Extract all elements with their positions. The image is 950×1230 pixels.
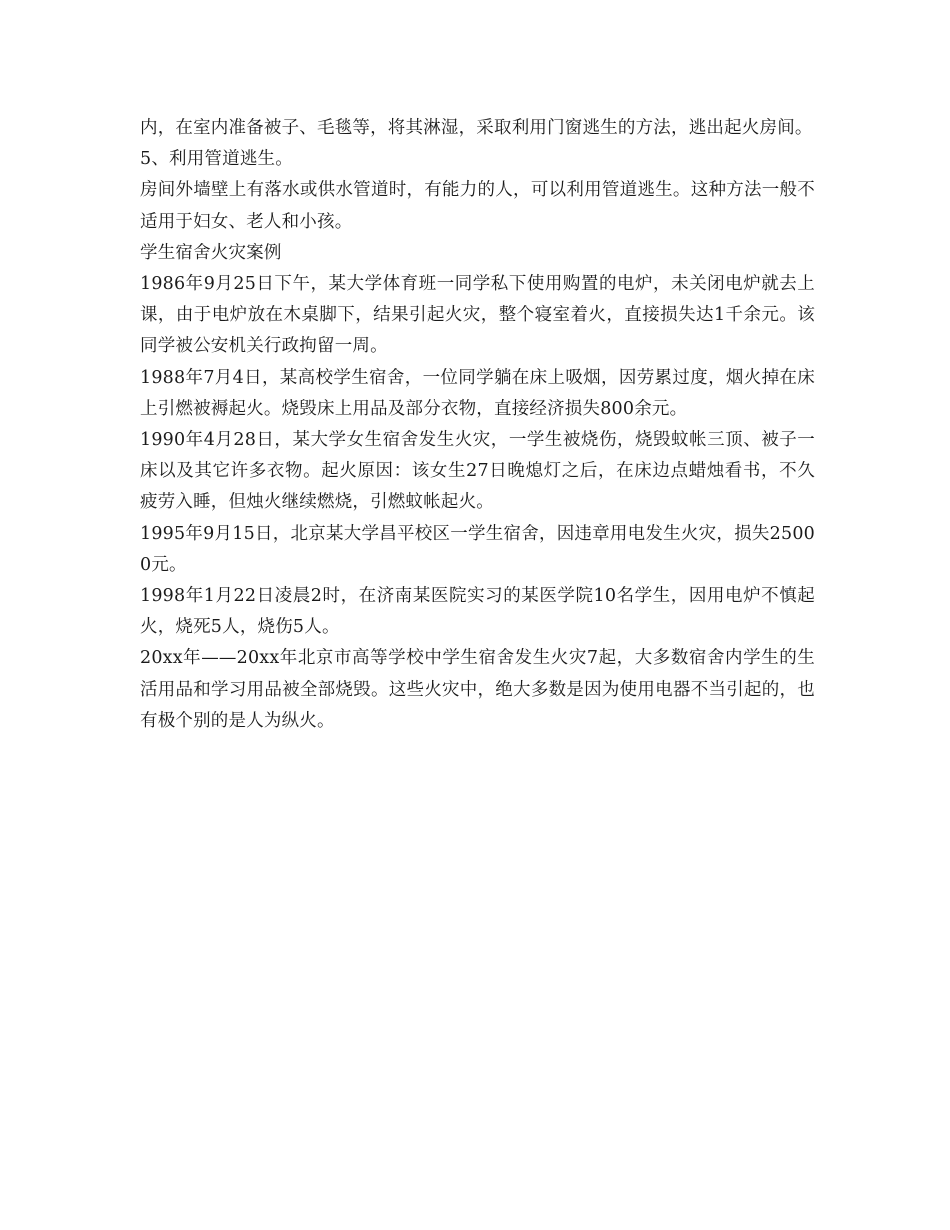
document-body	[140, 113, 815, 737]
case-1986: 1986年9月25日下午，某大学体育班一同学私下使用购置的电炉，未关闭电炉就去上课，由于电炉放在木桌脚下，结果引起火灾，整个寝室着火，直接损失达1千余元。该同学被公安机关行政拘留一周。	[140, 274, 815, 357]
heading-dorm-fire-cases: 学生宿舍火灾案例	[140, 242, 282, 263]
paragraph-escape-method-continued: 内，在室内准备被子、毛毯等，将其淋湿，采取利用门窗逃生的方法，逃出起火房间。	[140, 118, 813, 138]
case-1990: 1990年4月28日，某大学女生宿舍发生火灾，一学生被烧伤，烧毁蚊帐三顶、被子一床以及其它许多衣物。起火原因：该女生27日晚熄灯之后，在床边点蜡烛看书，不久疲劳入睡，但烛火继续燃烧，引燃蚊帐起火。	[140, 430, 815, 513]
case-1995: 1995年9月15日，北京某大学昌平校区一学生宿舍，因违章用电发生火灾，损失25000元。	[140, 523, 815, 575]
case-1998: 1998年1月22日凌晨2时，在济南某医院实习的某医学院10名学生，因用电炉不慎起火，烧死5人，烧伤5人。	[140, 586, 815, 638]
case-1988: 1988年7月4日，某高校学生宿舍，一位同学躺在床上吸烟，因劳累过度，烟火掉在床上引燃被褥起火。烧毁床上用品及部分衣物，直接经济损失800余元。	[140, 367, 815, 419]
heading-pipe-escape: 5、利用管道逃生。	[140, 149, 293, 170]
paragraph-pipe-escape: 房间外墙壁上有落水或供水管道时，有能力的人，可以利用管道逃生。这种方法一般不适用于妇女、老人和小孩。	[140, 180, 815, 232]
case-20xx: 20xx年——20xx年北京市高等学校中学生宿舍发生火灾7起，大多数宿舍内学生的生活用品和学习用品被全部烧毁。这些火灾中，绝大多数是因为使用电器不当引起的，也有极个别的是人为纵火。	[140, 648, 815, 731]
